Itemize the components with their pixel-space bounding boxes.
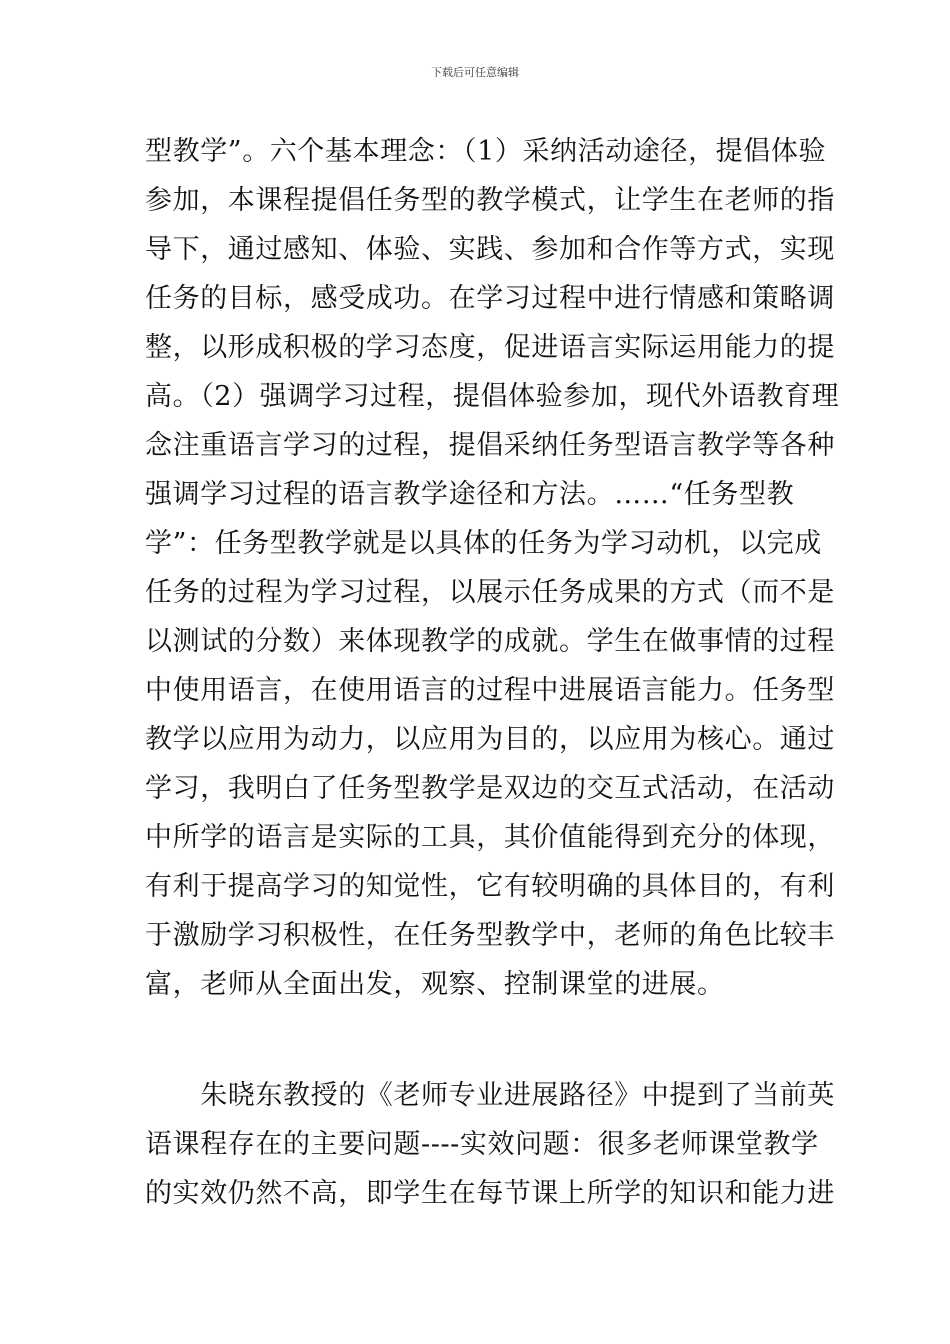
text-line: 型教学”。六个基本理念：（1）采纳活动途径，提倡体验 xyxy=(145,136,827,167)
text-line: 语课程存在的主要问题----实效问题：很多老师课堂教学 xyxy=(145,1129,819,1160)
paragraph-2 xyxy=(145,1071,835,1218)
text-line: 念注重语言学习的过程，提倡采纳任务型语言教学等各种 xyxy=(145,430,835,461)
paragraph-1 xyxy=(145,127,840,1009)
text-line: 富，老师从全面出发，观察、控制课堂的进展。 xyxy=(145,969,725,1000)
text-line: 教学以应用为动力，以应用为目的，以应用为核心。通过 xyxy=(145,724,835,755)
text-line: 参加，本课程提倡任务型的教学模式，让学生在老师的指 xyxy=(145,185,835,216)
text-line: 的实效仍然不高，即学生在每节课上所学的知识和能力进 xyxy=(145,1178,835,1209)
page-header: 下载后可任意编辑 xyxy=(431,66,519,79)
text-line: 以测试的分数）来体现教学的成就。学生在做事情的过程 xyxy=(145,626,835,657)
text-line: 任务的过程为学习过程，以展示任务成果的方式（而不是 xyxy=(145,577,835,608)
text-line: 整，以形成积极的学习态度，促进语言实际运用能力的提 xyxy=(145,332,835,363)
text-line: 强调学习过程的语言教学途径和方法。……“任务型教 xyxy=(145,479,795,510)
text-line: 学”：任务型教学就是以具体的任务为学习动机，以完成 xyxy=(145,528,822,559)
text-line: 学习，我明白了任务型教学是双边的交互式活动，在活动 xyxy=(145,773,835,804)
text-line: 中所学的语言是实际的工具，其价值能得到充分的体现， xyxy=(145,822,835,853)
text-line: 朱晓东教授的《老师专业进展路径》中提到了当前英 xyxy=(145,1080,835,1111)
text-line: 导下，通过感知、体验、实践、参加和合作等方式，实现 xyxy=(145,234,835,265)
text-line: 高。（2）强调学习过程，提倡体验参加，现代外语教育理 xyxy=(145,381,840,412)
text-line: 任务的目标，感受成功。在学习过程中进行情感和策略调 xyxy=(145,283,835,314)
text-line: 于激励学习积极性，在任务型教学中，老师的角色比较丰 xyxy=(145,920,835,951)
text-line: 有利于提高学习的知觉性，它有较明确的具体目的，有利 xyxy=(145,871,835,902)
text-line: 中使用语言，在使用语言的过程中进展语言能力。任务型 xyxy=(145,675,835,706)
